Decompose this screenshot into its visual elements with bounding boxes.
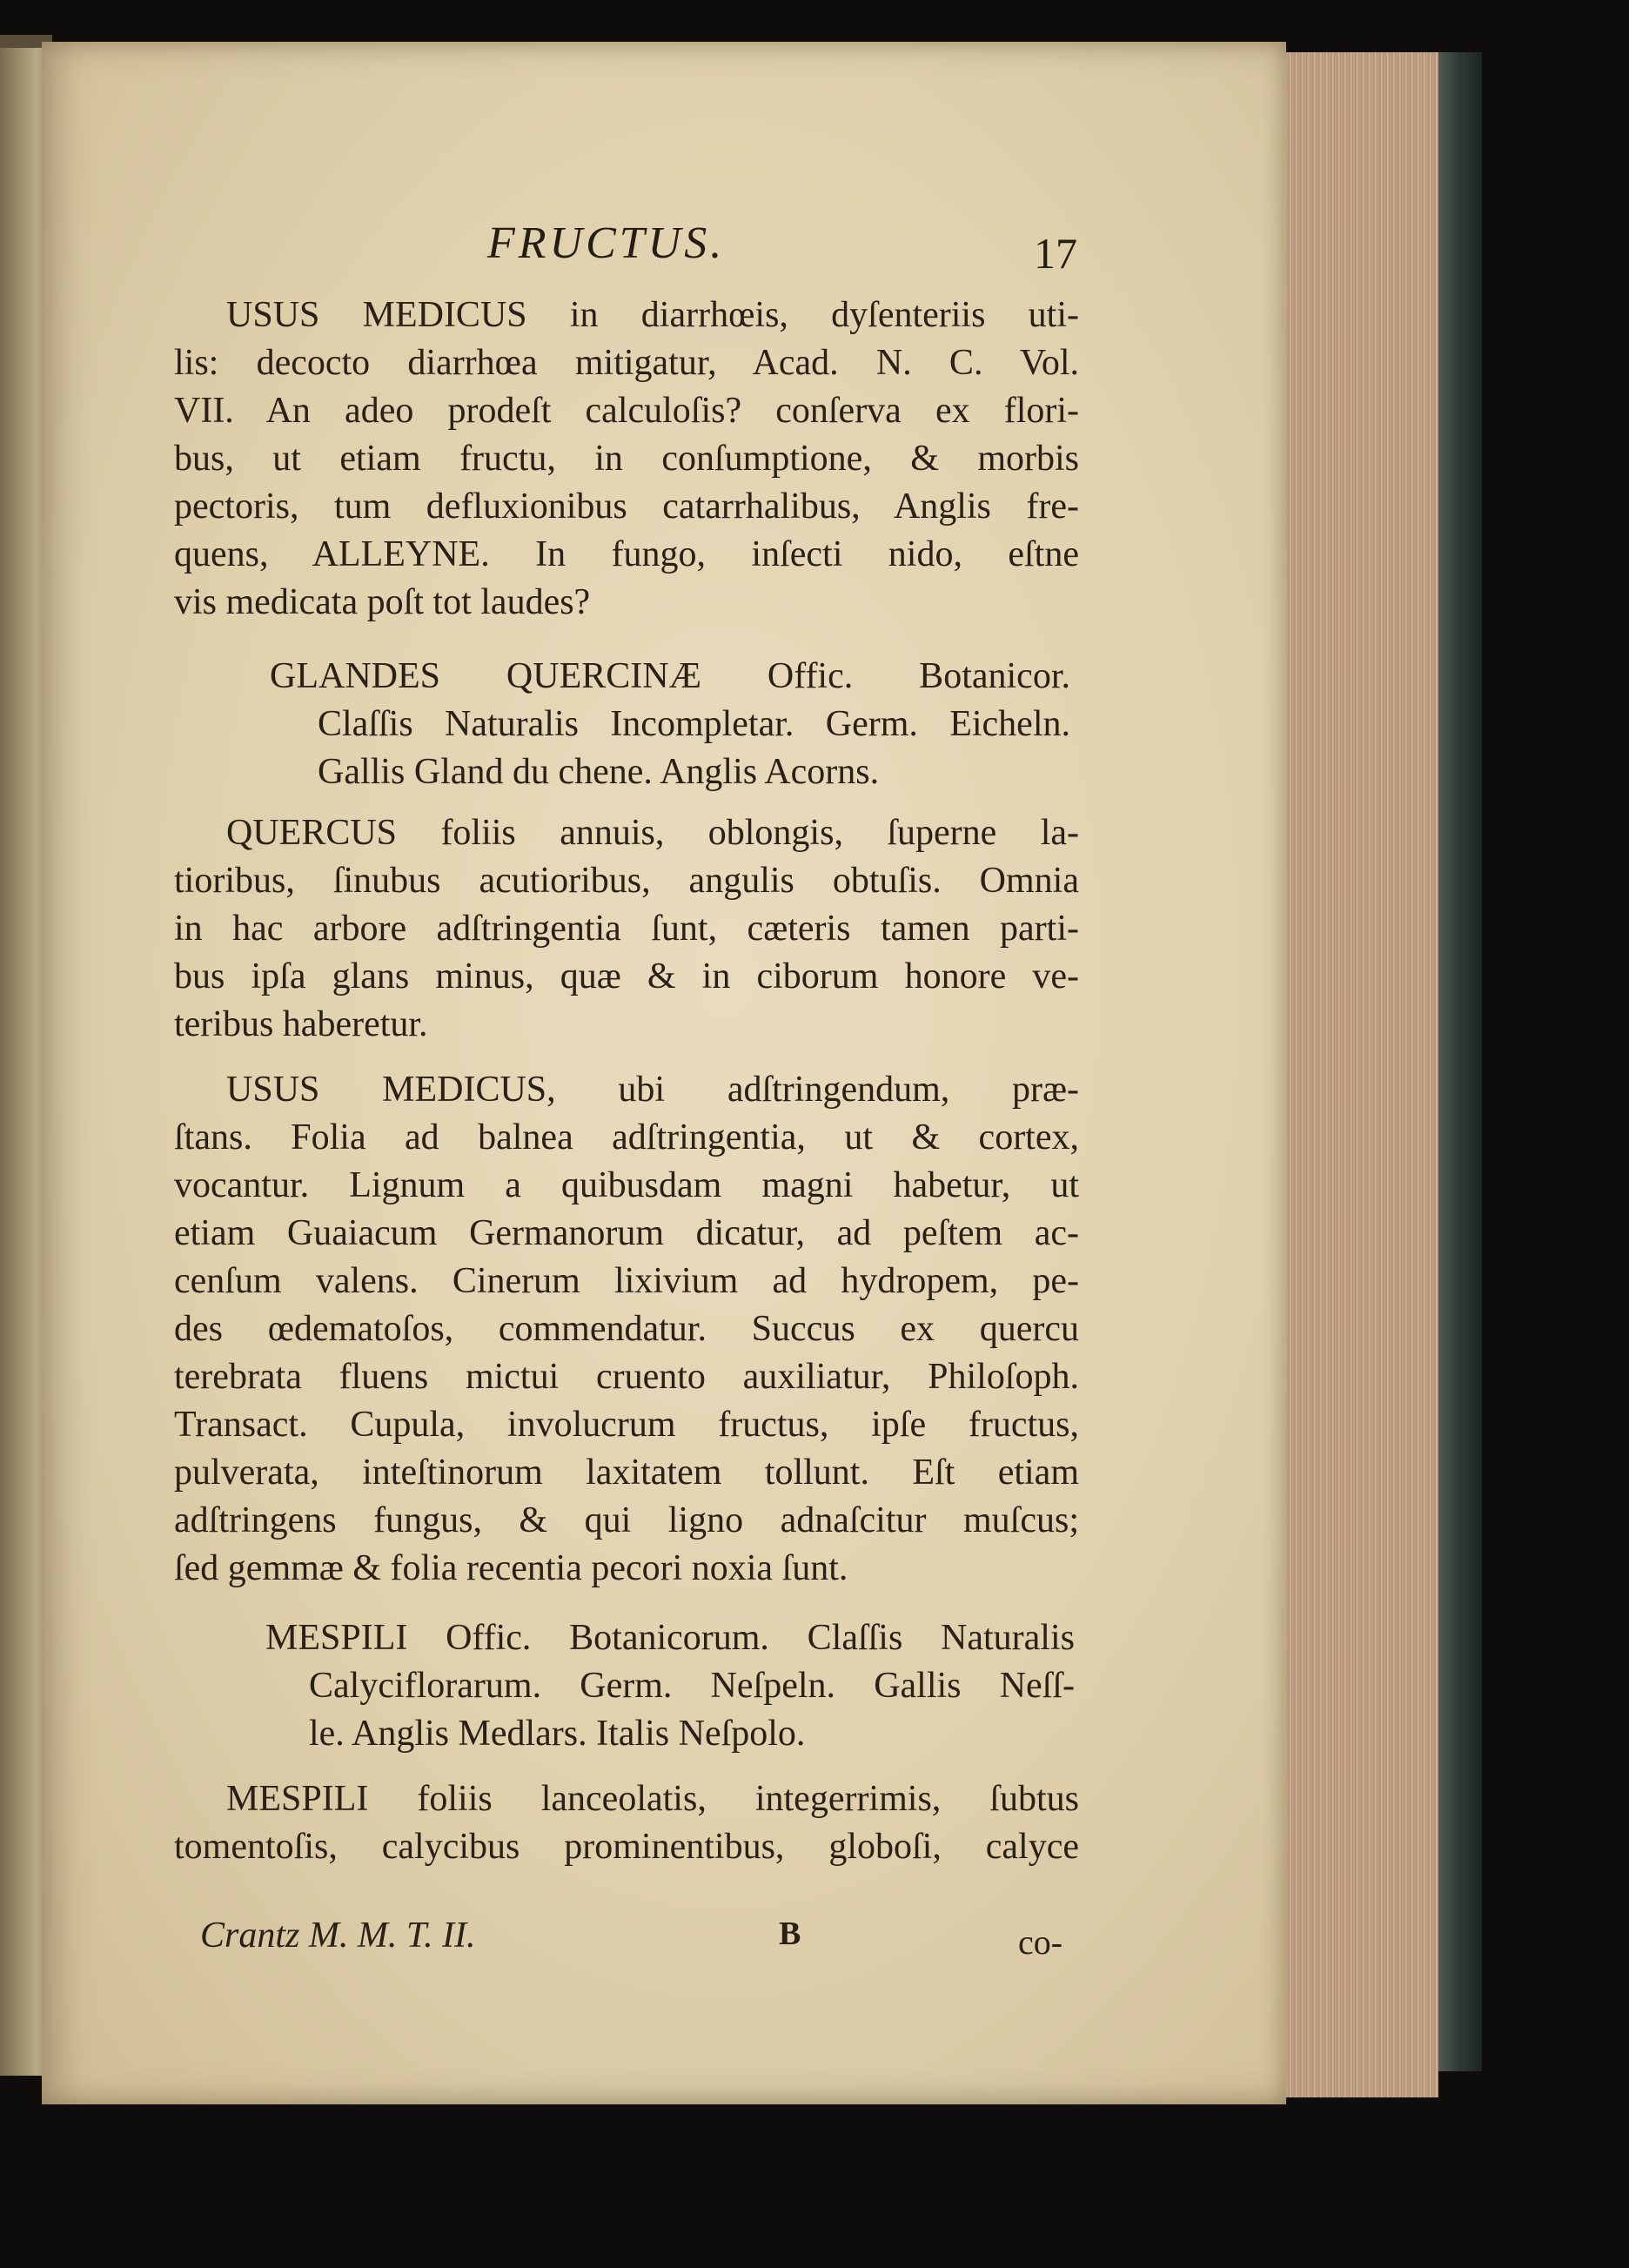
text-line: bus ipſa glans minus, quæ & in ciborum honore ve- (174, 956, 1079, 996)
text-line: bus, ut etiam fructu, in conſumptione, & morbis (174, 439, 1079, 479)
book-spine (1438, 52, 1482, 2071)
page-block-edges (1286, 52, 1438, 2097)
paragraph-usus-medicus-1 (174, 292, 1079, 627)
text-line: tomentoſis, calycibus prominentibus, globoſi, calyce (174, 1827, 1079, 1867)
catchword: co- (1018, 1922, 1063, 1962)
text-line: des œdematoſos, commendatur. Succus ex quercu (174, 1309, 1079, 1349)
text-line: USUS MEDICUS in diarrhœis, dyſenteriis uti- (226, 295, 1079, 335)
page-number: 17 (1034, 229, 1077, 278)
text-line: lis: decocto diarrhœa mitigatur, Acad. N. C. Vol. (174, 343, 1079, 383)
text-line: vocantur. Lignum a quibusdam magni habetur, ut (174, 1165, 1079, 1205)
text-line: adſtringens fungus, & qui ligno adnaſcitur muſcus; (174, 1500, 1079, 1540)
text-line: ſed gemmæ & folia recentia pecori noxia ſunt. (174, 1548, 848, 1588)
paragraph-usus-medicus-2 (174, 1066, 1079, 1593)
text-line: teribus haberetur. (174, 1004, 428, 1044)
text-line: quens, ALLEYNE. In fungo, inſecti nido, eſtne (174, 534, 1079, 574)
text-line: Calyciflorarum. Germ. Neſpeln. Gallis Neſſ- (309, 1666, 1075, 1706)
text-line: MESPILI foliis lanceolatis, integerrimis, ſubtus (226, 1779, 1079, 1819)
text-line: in hac arbore adſtringentia ſunt, cæteris tamen parti- (174, 909, 1079, 949)
text-line: ſtans. Folia ad balnea adſtringentia, ut & cortex, (174, 1117, 1079, 1157)
text-line: tioribus, ſinubus acutioribus, angulis obtuſis. Omnia (174, 861, 1079, 901)
text-line: etiam Guaiacum Germanorum dicatur, ad peſtem ac- (174, 1213, 1079, 1253)
gathering-mark: B (779, 1916, 801, 1952)
paragraph-quercus (174, 809, 1079, 1049)
text-line: VII. An adeo prodeſt calculoſis? conſerva ex flori- (174, 391, 1079, 431)
text-line: pulverata, inteſtinorum laxitatem tollunt. Eſt etiam (174, 1453, 1079, 1493)
entry-mespili (265, 1614, 1075, 1758)
text-line: GLANDES QUERCINÆ Offic. Botanicor. (270, 656, 1070, 696)
text-line: QUERCUS foliis annuis, oblongis, ſuperne la- (226, 813, 1079, 853)
paragraph-mespili-foliis (174, 1775, 1079, 1871)
text-line: cenſum valens. Cinerum lixivium ad hydropem, pe- (174, 1261, 1079, 1301)
footer-signature: Crantz M. M. T. II. (200, 1916, 476, 1956)
text-line: Gallis Gland du chene. Anglis Acorns. (318, 752, 880, 792)
text-line: vis medicata poſt tot laudes? (174, 582, 591, 622)
text-line: MESPILI Offic. Botanicorum. Claſſis Naturalis (265, 1618, 1075, 1658)
text-line: USUS MEDICUS, ubi adſtringendum, præ- (226, 1070, 1079, 1110)
running-head: FRUCTUS. (487, 218, 726, 268)
text-line: le. Anglis Medlars. Italis Neſpolo. (309, 1714, 806, 1754)
text-line: Claſſis Naturalis Incompletar. Germ. Eicheln. (318, 704, 1070, 744)
text-line: terebrata fluens mictui cruento auxiliatur, Philoſoph. (174, 1357, 1079, 1397)
text-line: pectoris, tum defluxionibus catarrhalibus, Anglis fre- (174, 486, 1079, 527)
entry-glandes-quercinae (270, 653, 1070, 796)
text-line: Transact. Cupula, involucrum fructus, ipſe fructus, (174, 1405, 1079, 1445)
